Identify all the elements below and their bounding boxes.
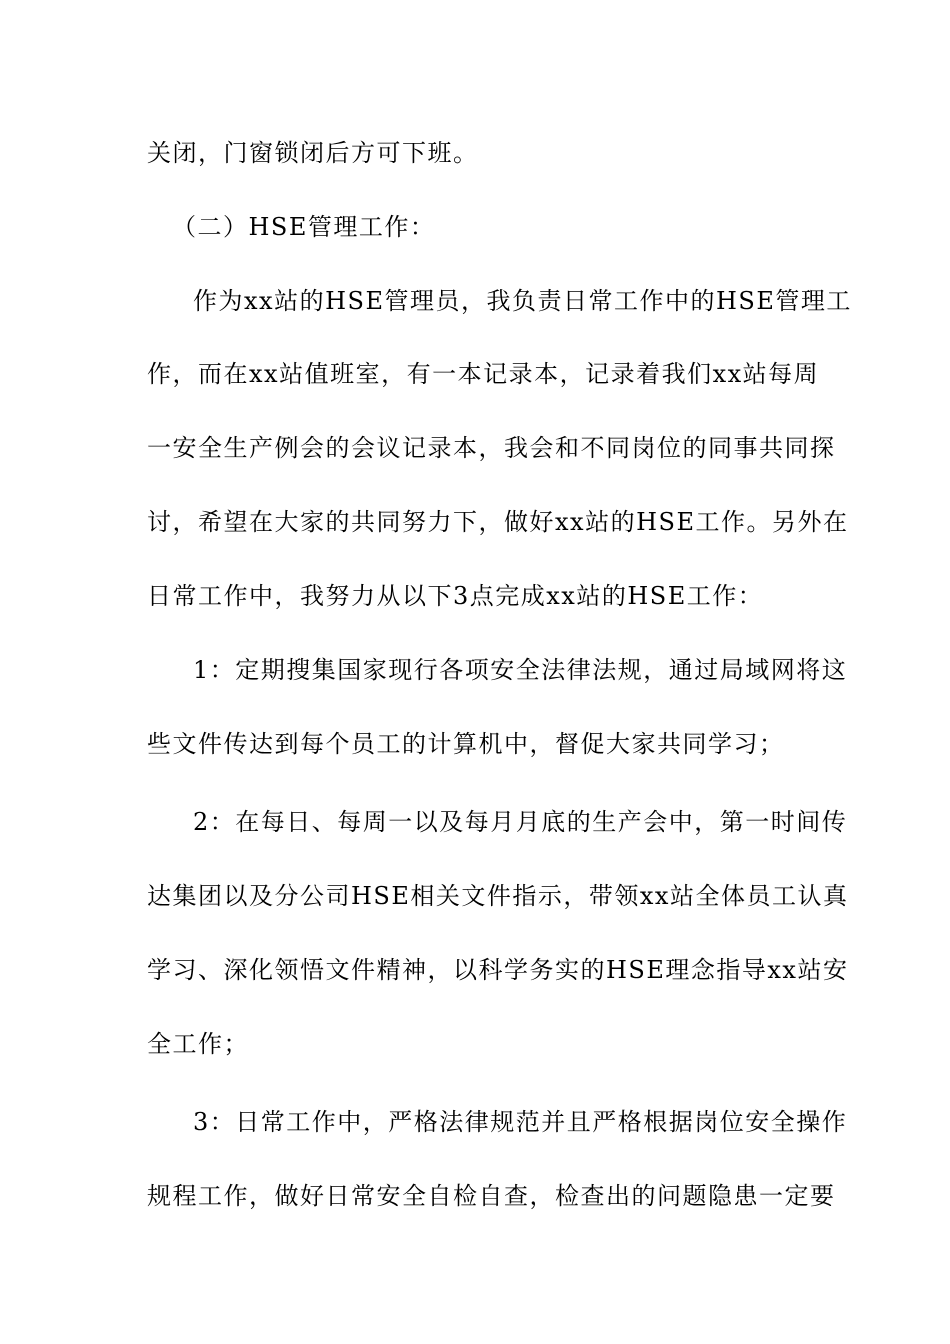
paragraph-line: 关闭，门窗锁闭后方可下班。 <box>147 139 479 167</box>
paragraph-line: 达集团以及分公司HSE相关文件指示，带领xx站全体员工认真 <box>147 882 849 910</box>
paragraph-line: 一安全生产例会的会议记录本，我会和不同岗位的同事共同探 <box>147 434 836 462</box>
list-item-1: 1：定期搜集国家现行各项安全法律法规，通过局域网将这 <box>193 656 848 684</box>
paragraph-line: 作，而在xx站值班室，有一本记录本，记录着我们xx站每周 <box>147 360 820 388</box>
paragraph-line: 学习、深化领悟文件精神，以科学务实的HSE理念指导xx站安 <box>147 956 849 984</box>
paragraph-line: 规程工作，做好日常安全自检自查，检查出的问题隐患一定要 <box>147 1182 836 1210</box>
paragraph-line: 全工作； <box>147 1030 249 1058</box>
section-heading: （二）HSE管理工作： <box>172 213 436 241</box>
paragraph-line: 日常工作中，我努力从以下3点完成xx站的HSE工作： <box>147 582 764 610</box>
list-item-3: 3：日常工作中，严格法律规范并且严格根据岗位安全操作 <box>193 1108 848 1136</box>
paragraph-line: 讨，希望在大家的共同努力下，做好xx站的HSE工作。另外在 <box>147 508 849 536</box>
paragraph-line: 作为xx站的HSE管理员，我负责日常工作中的HSE管理工 <box>193 287 852 315</box>
list-item-2: 2：在每日、每周一以及每月月底的生产会中，第一时间传 <box>193 808 848 836</box>
paragraph-line: 些文件传达到每个员工的计算机中，督促大家共同学习； <box>147 730 785 758</box>
